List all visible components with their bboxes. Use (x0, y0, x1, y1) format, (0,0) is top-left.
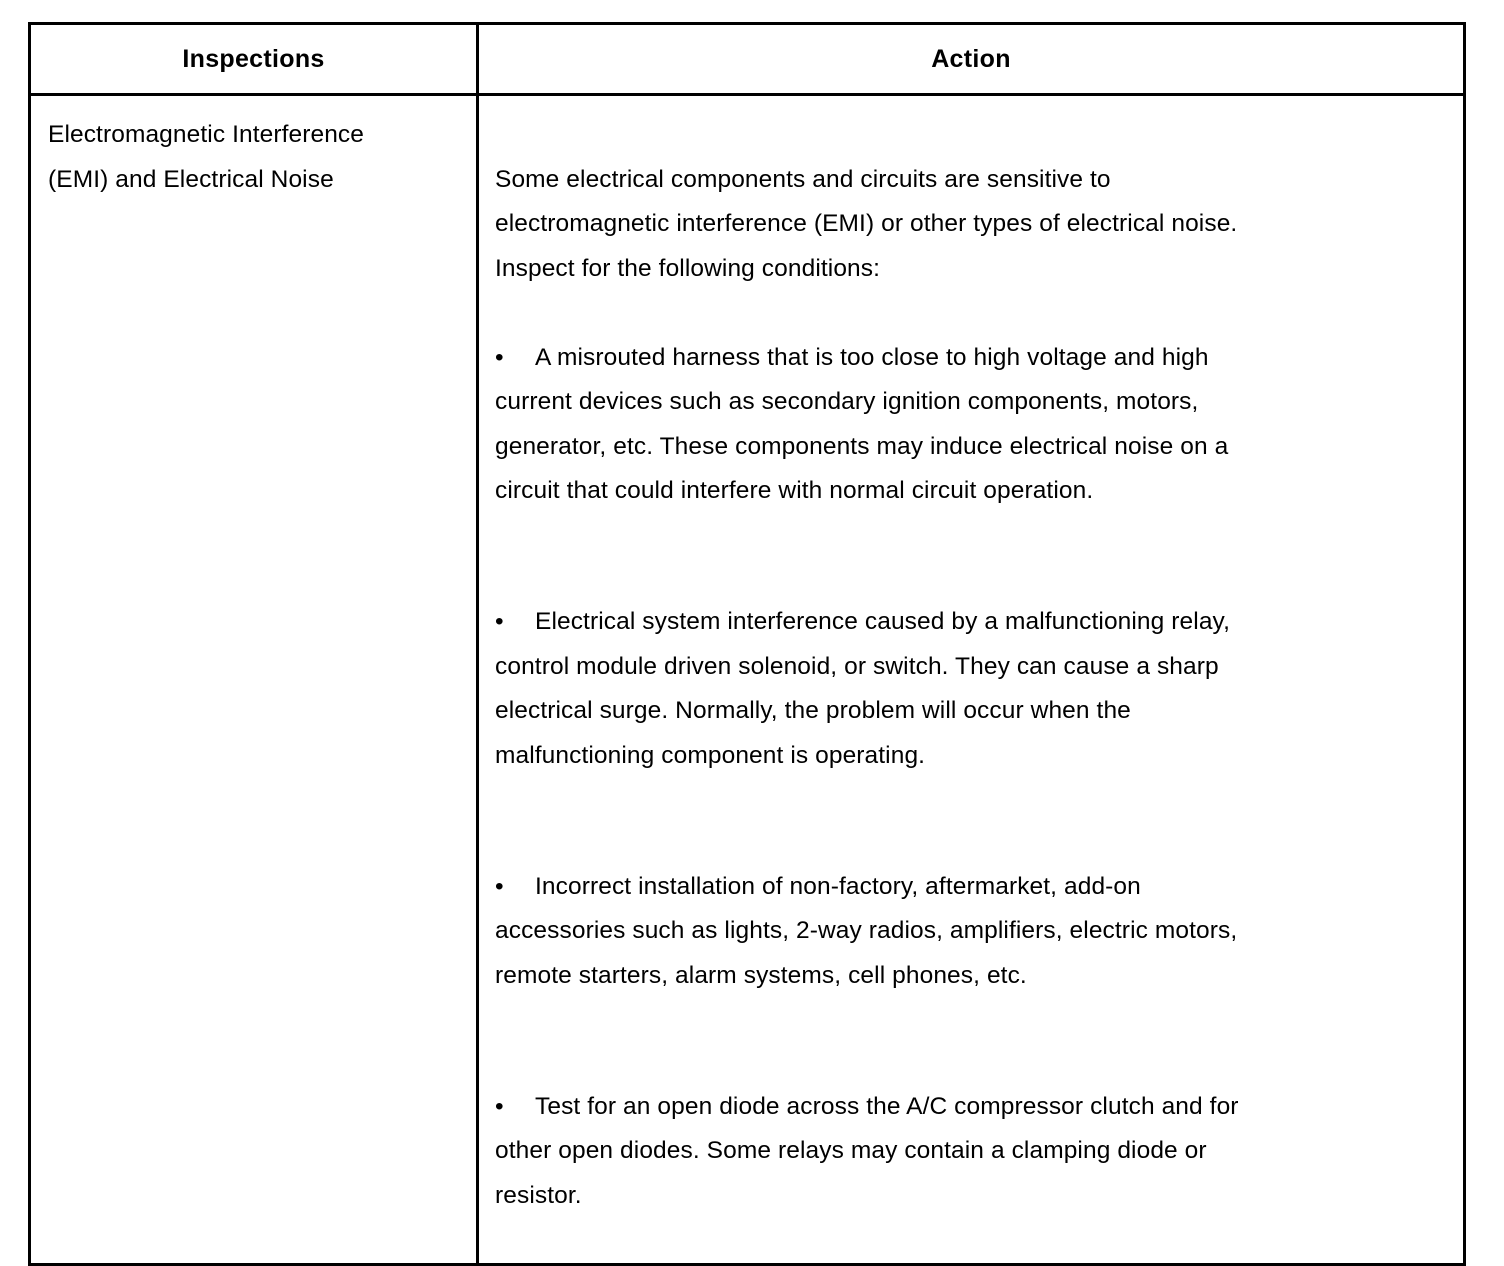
bullet-text: Electrical system interference caused by a malfunctioning relay, control module driven solenoid, or switch. They can cause a sharp electrical surge. Normally, the problem will occur when the malfunctioning component is operating. (495, 608, 1230, 769)
inspection-text: Electromagnetic Interference (EMI) and Electrical Noise (48, 121, 365, 193)
bullet-icon: • (495, 343, 504, 371)
inspection-table (28, 22, 1466, 1266)
bullet-text: A misrouted harness that is too close to high voltage and high current devices such as secondary ignition components, motors, generator, etc. These components may induce electrical noise on a circuit that could interfere with normal circuit operation. (495, 343, 1229, 504)
bullet-text: Incorrect installation of non-factory, aftermarket, add-on accessories such as lights, 2-way radios, amplifiers, electric motors, remote starters, alarm systems, cell phones, etc. (495, 872, 1238, 989)
inspection-cell (30, 95, 478, 1265)
bullet-icon: • (495, 608, 504, 635)
bullet-icon: • (495, 872, 504, 900)
table-row (30, 95, 1465, 1265)
action-cell (478, 95, 1465, 1265)
table-body (30, 95, 1465, 1265)
header-row (30, 24, 1465, 95)
bullet-item (495, 336, 1453, 514)
action-text (479, 96, 1463, 1263)
bullet-item (495, 1085, 1453, 1219)
inspections-column-header: Inspections (30, 24, 478, 95)
action-intro: Some electrical components and circuits are sensitive to electromagnetic interference (EMI) or other types of electrical noise. Inspect for the following conditions: (495, 165, 1238, 282)
action-column-header: Action (478, 24, 1465, 95)
bullet-item (495, 600, 1453, 778)
bullet-item (495, 865, 1453, 999)
bullet-icon: • (495, 1092, 504, 1120)
bullet-text: Test for an open diode across the A/C compressor clutch and for other open diodes. Some relays may contain a clamping diode or resistor. (495, 1092, 1239, 1209)
table-header (30, 24, 1465, 95)
